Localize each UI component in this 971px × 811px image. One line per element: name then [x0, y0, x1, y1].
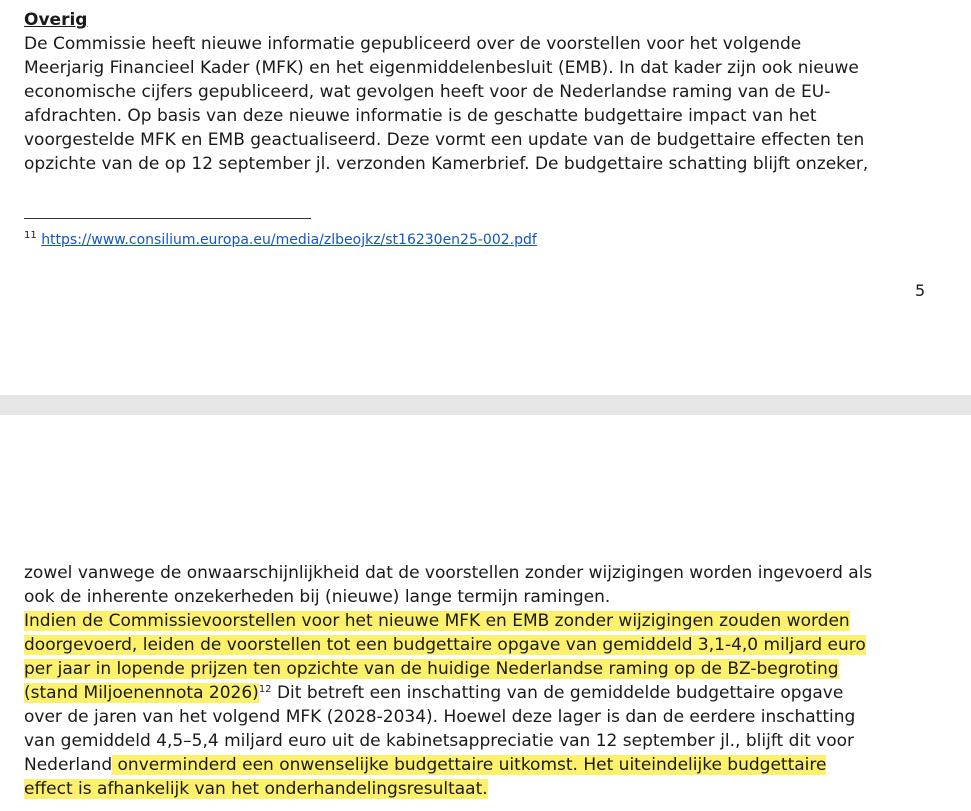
- paragraph-line: [24, 633, 866, 657]
- paragraph-line: over de jaren van het volgend MFK (2028-2034). Hoewel deze lager is dan de eerdere inschatting: [24, 707, 856, 727]
- paragraph-line: voorgestelde MFK en EMB geactualiseerd. Deze vormt een update van de budgettaire effecten ten: [24, 130, 865, 150]
- paragraph-line: economische cijfers gepubliceerd, wat gevolgen heeft voor de Nederlandse raming van de EU-: [24, 82, 831, 102]
- highlighted-text: doorgevoerd, leiden de voorstellen tot een budgettaire opgave van gemiddeld 3,1-4,0 miljard euro: [24, 635, 866, 655]
- highlighted-text: effect is afhankelijk van het onderhandelingsresultaat.: [24, 779, 488, 799]
- paragraph-line: ook de inherente onzekerheden bij (nieuwe) lange termijn ramingen.: [24, 587, 611, 607]
- page-separator: [0, 395, 971, 415]
- paragraph-line: De Commissie heeft nieuwe informatie gepubliceerd over de voorstellen voor het volgende: [24, 34, 802, 54]
- paragraph-line: opzichte van de op 12 september jl. verzonden Kamerbrief. De budgettaire schatting blijft onzeker,: [24, 154, 869, 174]
- footnote-number: 11: [24, 230, 37, 241]
- paragraph-line: [24, 681, 843, 705]
- page-number: 5: [915, 281, 926, 300]
- paragraph-line: [24, 657, 839, 681]
- paragraph-line: [24, 753, 826, 777]
- section-heading: Overig: [24, 10, 88, 30]
- footnote-link[interactable]: https://www.consilium.europa.eu/media/zlbeojkz/st16230en25-002.pdf: [41, 232, 537, 248]
- footnote: [24, 230, 537, 250]
- highlighted-text: Indien de Commissievoorstellen voor het nieuwe MFK en EMB zonder wijzigingen zouden worden: [24, 611, 850, 631]
- paragraph-line: [24, 777, 488, 801]
- highlighted-text: per jaar in lopende prijzen ten opzichte van de huidige Nederlandse raming op de BZ-begroting: [24, 659, 839, 679]
- paragraph-text: Dit betreft een inschatting van de gemiddelde budgettaire opgave: [271, 683, 844, 703]
- paragraph-line: zowel vanwege de onwaarschijnlijkheid dat de voorstellen zonder wijzigingen worden ingevoerd als: [24, 563, 873, 583]
- paragraph-line: van gemiddeld 4,5–5,4 miljard euro uit de kabinetsappreciatie van 12 september jl., blijft dit voor: [24, 731, 855, 751]
- highlighted-text: (stand Miljoenennota 2026): [24, 683, 259, 703]
- highlighted-text: onverminderd een onwenselijke budgettaire uitkomst. Het uiteindelijke budgettaire: [112, 755, 827, 775]
- paragraph-text: Nederland: [24, 755, 113, 775]
- paragraph-line: afdrachten. Op basis van deze nieuwe informatie is de geschatte budgettaire impact van het: [24, 106, 817, 126]
- paragraph-line: [24, 609, 850, 633]
- footnote-divider: [24, 218, 311, 219]
- footnote-reference[interactable]: 12: [258, 684, 272, 695]
- document-page-6: [0, 415, 971, 811]
- paragraph-line: Meerjarig Financieel Kader (MFK) en het eigenmiddelenbesluit (EMB). In dat kader zijn ook nieuwe: [24, 58, 859, 78]
- document-page-5: [0, 0, 971, 395]
